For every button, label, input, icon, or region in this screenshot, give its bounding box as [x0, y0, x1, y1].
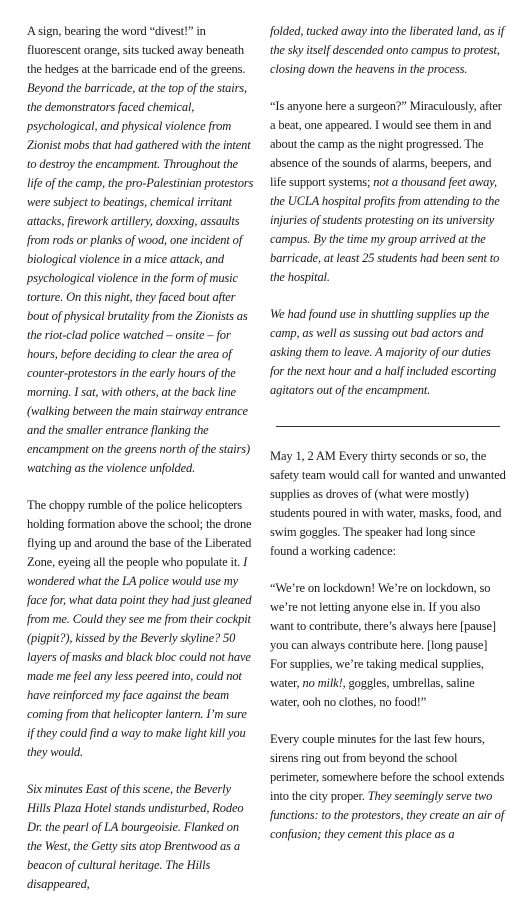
paragraph-text: May 1, 2 AM Every thirty seconds or so, the safety team would call for wanted and unwanted supplies as droves of (what were mostly) students poured in with water, masks, food, and swim goggles. The speaker had long since found a working cadence:	[270, 449, 506, 558]
paragraph-surgeon	[270, 97, 506, 287]
paragraph-italic-text: Beyond the barricade, at the top of the stairs, the demonstrators faced chemical, psychological, and physical violence from Zionist mobs that had gathered with the intent to destroy the encampment. Throughout the life of the camp, the pro-Palestinian protestors were subject to beatings, chemical irritant attacks, firework artillery, doxxing, assaults from rods or planks of wood, one incident of biological violence in a mice attack, and psychological violence in the form of music torture. On this night, they faced bout after bout of physical brutality from the Zionists as the riot-clad police watched – onsite – for hours, before deciding to clear the area of counter-protestors in the early hours of the morning. I sat, with others, at the back line (walking between the main stairway entrance and the smaller entrance flanking the encampment on the greens north of the stairs) watching as the violence unfolded.	[27, 81, 254, 475]
right-column	[270, 22, 506, 862]
paragraph-text: , goggles, umbrellas, saline water, ooh no clothes, no food!”	[270, 676, 475, 709]
paragraph-text: The choppy rumble of the police helicopters holding formation above the school; the drone flying up and around the base of the Liberated Zone, eyeing all the people who populate it.	[27, 498, 252, 569]
paragraph-italic-text: We had found use in shuttling supplies up the camp, as well as sussing out bad actors and asking them to leave. A majority of our duties for the next hour and a half included escorting agitators out of the encampment.	[270, 307, 497, 397]
paragraph-text: Every couple minutes for the last few hours, sirens ring out from beyond the school perimeter, somewhere before the school extends into the city proper.	[270, 732, 505, 803]
paragraph-italic-text: They seemingly serve two functions: to the protestors, they create an air of confusion; they cement this place as a	[270, 789, 505, 841]
paragraph-beverly-hills	[27, 780, 255, 894]
paragraph-text: “We’re on lockdown! We’re on lockdown, so we’re not letting anyone else in. If you also want to contribute, there’s always here [pause] you can always contribute here. [long pause] For supplies, we’re taking medical supplies, water,	[270, 581, 496, 690]
paragraph-text: A sign, bearing the word “divest!” in fluorescent orange, sits tucked away beneath the hedges at the barricade end of the greens.	[27, 24, 246, 76]
paragraph-italic-text: I wondered what the LA police would use my face for, what data point they had just gleaned from me. Could they see me from their cockpit (pigpit?), kissed by the Beverly skyline? 50 layers of masks and black bloc could not have made me feel any less peered into, could not have reinforced my face against the beam coming from that helicopter lantern. I’m sure if they could find a way to make light kill you they would.	[27, 555, 252, 759]
paragraph-helicopters	[27, 496, 255, 762]
paragraph-italic-text: no milk!	[302, 676, 343, 690]
left-column	[27, 22, 255, 912]
paragraph-text: “Is anyone here a surgeon?” Miraculously, after a beat, one appeared. I would see them in and about the camp as the night progressed. The absence of the sounds of alarms, beepers, and life support systems;	[270, 99, 502, 189]
paragraph-italic-text: Six minutes East of this scene, the Beverly Hills Plaza Hotel stands undisturbed, Rodeo Dr. the pearl of LA bourgeoisie. Flanked on the West, the Getty sits atop Brentwood as a beacon of cultural heritage. The Hills disappeared,	[27, 782, 244, 891]
paragraph-folded-sky	[270, 22, 506, 79]
paragraph-lockdown-quote	[270, 579, 506, 712]
paragraph-sign-barricade	[27, 22, 255, 478]
paragraph-sirens	[270, 730, 506, 844]
section-divider	[276, 426, 500, 427]
paragraph-shuttling-supplies	[270, 305, 506, 400]
paragraph-italic-text: not a thousand feet away, the UCLA hospital profits from attending to the injuries of students protesting on its university campus. By the time my group arrived at the barricade, at least 25 students had been sent to the hospital.	[270, 175, 500, 284]
paragraph-italic-text: folded, tucked away into the liberated land, as if the sky itself descended onto campus to protest, closing down the heavens in the process.	[270, 24, 505, 76]
paragraph-may-1	[270, 447, 506, 561]
